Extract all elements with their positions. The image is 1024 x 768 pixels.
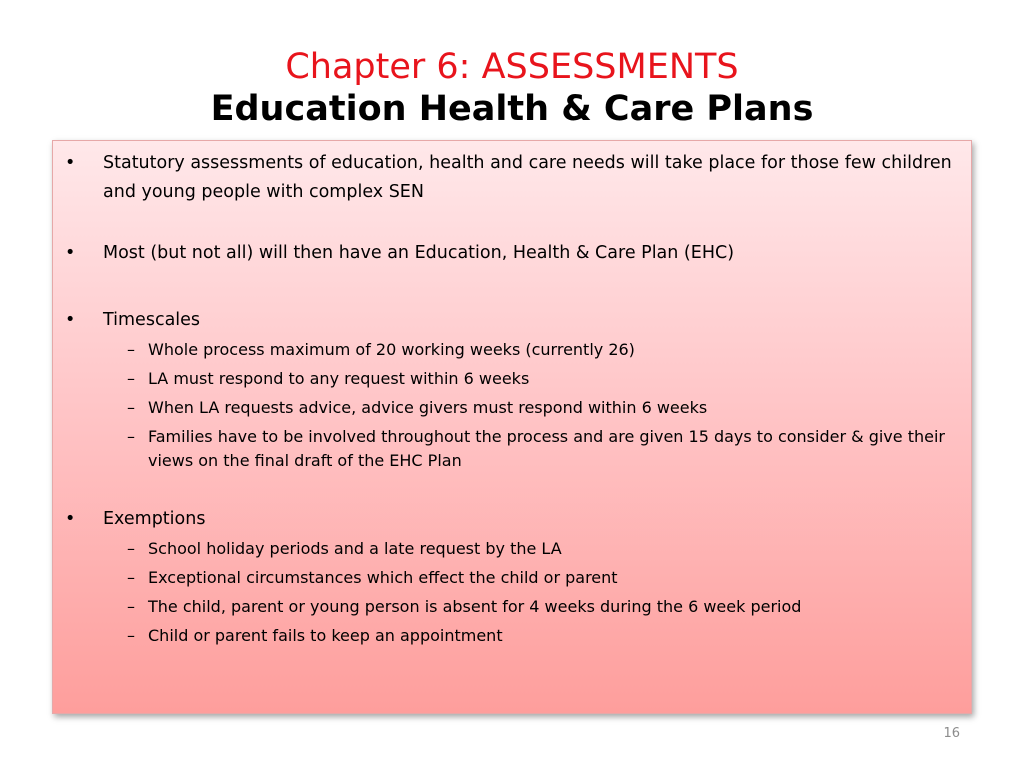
sub-bullet-text: School holiday periods and a late request by the LA — [148, 539, 562, 558]
sub-bullet-marker: – — [127, 539, 135, 558]
bullet-marker: • — [65, 243, 76, 263]
bullet-text: Most (but not all) will then have an Education, Health & Care Plan (EHC) — [103, 243, 735, 263]
content-box — [52, 140, 972, 714]
sub-bullet-text: Whole process maximum of 20 working weeks (currently 26) — [148, 340, 635, 359]
sub-bullet-marker: – — [127, 427, 135, 446]
sub-bullet-marker: – — [127, 568, 135, 587]
sub-bullet-marker: – — [127, 398, 135, 417]
sub-bullet-marker: – — [127, 340, 135, 359]
title-subject: Education Health & Care Plans — [210, 89, 814, 129]
sub-bullet-marker: – — [127, 597, 135, 616]
title-chapter: Chapter 6: ASSESSMENTS — [285, 47, 739, 87]
bullet-marker: • — [65, 509, 76, 529]
sub-bullet-text: Exceptional circumstances which effect the child or parent — [148, 568, 618, 587]
bullet-text: Timescales — [103, 310, 201, 330]
sub-bullet-marker: – — [127, 626, 135, 645]
bullet-text: Exemptions — [103, 509, 206, 529]
page-number: 16 — [943, 726, 960, 741]
sub-bullet-text: The child, parent or young person is absent for 4 weeks during the 6 week period — [148, 597, 802, 616]
sub-bullet-marker: – — [127, 369, 135, 388]
sub-bullet-text: Child or parent fails to keep an appointment — [148, 626, 503, 645]
sub-bullet-text: When LA requests advice, advice givers must respond within 6 weeks — [148, 398, 708, 417]
sub-bullet-text: Families have to be involved throughout the process and are given 15 days to consider & give their views on the final draft of the EHC Plan — [148, 427, 945, 470]
sub-bullet-text: LA must respond to any request within 6 weeks — [148, 369, 530, 388]
bullet-text: Statutory assessments of education, health and care needs will take place for those few children and young people with complex SEN — [103, 153, 952, 202]
bullet-marker: • — [65, 153, 76, 173]
bullet-marker: • — [65, 310, 76, 330]
slide-title — [0, 46, 1024, 130]
